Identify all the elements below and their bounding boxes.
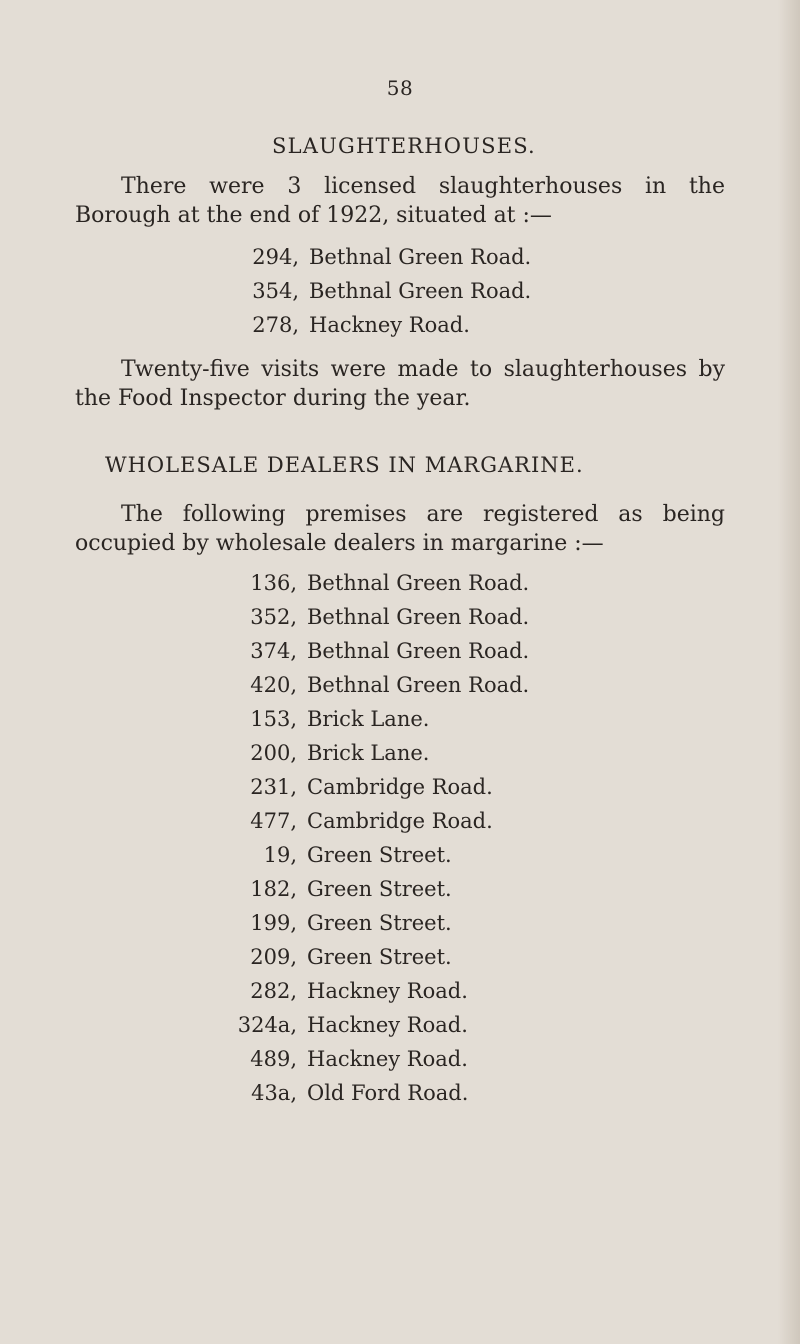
list-item <box>229 240 531 274</box>
address-street: Bethnal Green Road. <box>307 605 530 629</box>
address-number: 374, <box>250 639 297 663</box>
list-item <box>229 634 529 668</box>
list-item <box>229 736 529 770</box>
slaughterhouses-intro-text: There were 3 licensed slaughterhouses in the Borough at the end of 1922, situated at :— <box>75 174 725 228</box>
address-number: 354, <box>252 279 299 303</box>
page-edge-shadow <box>778 0 800 1344</box>
list-item <box>229 940 529 974</box>
address-street: Bethnal Green Road. <box>309 279 532 303</box>
address-street: Green Street. <box>307 945 452 969</box>
section-heading-margarine: WHOLESALE DEALERS IN MARGARINE. <box>105 453 584 477</box>
address-number: 294, <box>252 245 299 269</box>
list-item <box>229 702 529 736</box>
address-street: Green Street. <box>307 911 452 935</box>
address-number: 209, <box>250 945 297 969</box>
address-number: 199, <box>250 911 297 935</box>
address-street: Bethnal Green Road. <box>307 571 530 595</box>
list-item <box>229 804 529 838</box>
address-street: Green Street. <box>307 843 452 867</box>
address-street: Old Ford Road. <box>307 1081 469 1105</box>
address-number: 352, <box>250 605 297 629</box>
address-number: 282, <box>250 979 297 1003</box>
address-street: Hackney Road. <box>307 979 468 1003</box>
slaughterhouses-intro <box>75 172 725 230</box>
list-item <box>229 1008 529 1042</box>
address-number: 19, <box>263 843 297 867</box>
address-number: 420, <box>250 673 297 697</box>
list-item <box>229 770 529 804</box>
address-number: 43a, <box>251 1081 297 1105</box>
address-number: 324a, <box>237 1013 297 1037</box>
list-item <box>229 906 529 940</box>
address-street: Hackney Road. <box>309 313 470 337</box>
page-number: 58 <box>386 76 414 100</box>
list-item <box>229 838 529 872</box>
address-street: Brick Lane. <box>307 741 430 765</box>
margarine-intro-text: The following premises are registered as being occupied by wholesale dealers in margarine :— <box>75 502 725 556</box>
inspection-visits-note <box>75 355 725 413</box>
section-heading-slaughterhouses: SLAUGHTERHOUSES. <box>272 134 536 158</box>
address-number: 489, <box>250 1047 297 1071</box>
list-item <box>229 600 529 634</box>
address-street: Bethnal Green Road. <box>307 639 530 663</box>
address-number: 278, <box>252 313 299 337</box>
address-number: 182, <box>250 877 297 901</box>
address-street: Bethnal Green Road. <box>307 673 530 697</box>
list-item <box>229 566 529 600</box>
list-item <box>229 274 531 308</box>
address-number: 200, <box>250 741 297 765</box>
slaughterhouse-address-list <box>229 240 531 342</box>
address-street: Hackney Road. <box>307 1047 468 1071</box>
inspection-visits-text: Twenty-five visits were made to slaughterhouses by the Food Inspector during the year. <box>75 357 725 411</box>
address-number: 231, <box>250 775 297 799</box>
address-street: Green Street. <box>307 877 452 901</box>
address-number: 477, <box>250 809 297 833</box>
list-item <box>229 668 529 702</box>
list-item <box>229 1076 529 1110</box>
margarine-dealer-address-list <box>229 566 529 1110</box>
list-item <box>229 872 529 906</box>
address-street: Cambridge Road. <box>307 809 493 833</box>
list-item <box>229 974 529 1008</box>
address-number: 153, <box>250 707 297 731</box>
address-number: 136, <box>250 571 297 595</box>
margarine-intro <box>75 500 725 558</box>
list-item <box>229 308 531 342</box>
address-street: Brick Lane. <box>307 707 430 731</box>
address-street: Hackney Road. <box>307 1013 468 1037</box>
address-street: Bethnal Green Road. <box>309 245 532 269</box>
list-item <box>229 1042 529 1076</box>
address-street: Cambridge Road. <box>307 775 493 799</box>
